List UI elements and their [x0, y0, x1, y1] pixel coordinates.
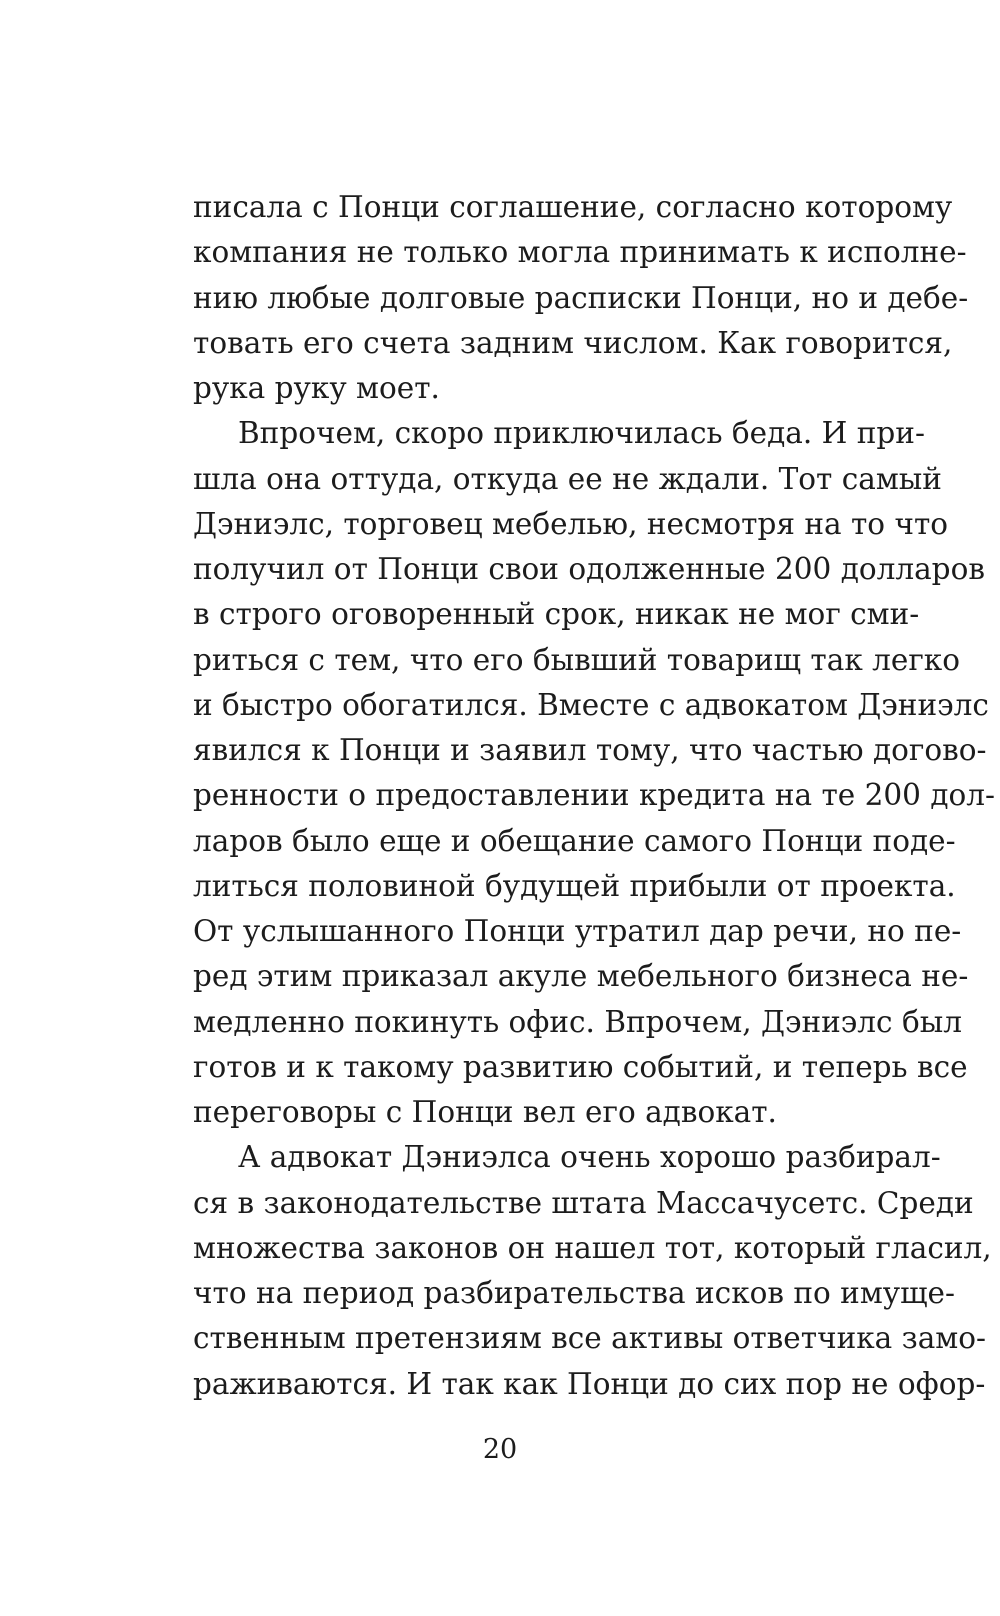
text-line: А адвокат Дэниэлса очень хорошо разбирал- — [238, 1140, 941, 1175]
text-line: множества законов он нашел тот, который гласил, — [193, 1230, 992, 1265]
text-line: переговоры с Понци вел его адвокат. — [193, 1095, 777, 1129]
page-number: 20 — [482, 1434, 518, 1465]
text-line: получил от Понци свои одолженные 200 долларов — [193, 552, 985, 586]
text-line: компания не только могла принимать к исполне- — [193, 235, 967, 270]
text-line: писала с Понци соглашение, согласно которому — [193, 190, 953, 224]
text-line: нию любые долговые расписки Понци, но и дебе- — [193, 280, 969, 315]
body-text — [193, 185, 995, 1407]
text-line: ларов было еще и обещание самого Понци поде- — [193, 823, 956, 858]
text-line: шла она оттуда, откуда ее не ждали. Тот самый — [193, 461, 942, 496]
text-line: и быстро обогатился. Вместе с адвокатом Дэниэлс — [193, 687, 989, 722]
text-line: раживаются. И так как Понци до сих пор не офор- — [193, 1366, 986, 1401]
text-line: ред этим приказал акуле мебельного бизнеса не- — [193, 959, 969, 994]
paragraph — [193, 185, 969, 411]
text-line: литься половиной будущей прибыли от проекта. — [193, 868, 956, 903]
text-line: в строго оговоренный срок, никак не мог сми- — [193, 597, 920, 632]
text-line: Дэниэлс, торговец мебелью, несмотря на то что — [193, 506, 949, 541]
text-line: Впрочем, скоро приключилась беда. И при- — [238, 416, 925, 451]
text-line: ренности о предоставлении кредита на те 200 дол- — [193, 778, 995, 813]
text-line: От услышанного Понци утратил дар речи, но пе- — [193, 914, 962, 948]
text-line: рука руку моет. — [193, 371, 440, 405]
text-line: ственным претензиям все активы ответчика замо- — [193, 1321, 986, 1356]
text-line: медленно покинуть офис. Впрочем, Дэниэлс был — [193, 1004, 962, 1039]
text-line: риться с тем, что его бывший товарищ так легко — [193, 642, 960, 677]
text-line: что на период разбирательства исков по имуще- — [193, 1276, 955, 1310]
text-line: товать его счета задним числом. Как говорится, — [193, 325, 953, 360]
text-line: готов и к такому развитию событий, и теперь все — [193, 1049, 968, 1084]
text-line: ся в законодательстве штата Массачусетс. Среди — [193, 1185, 974, 1220]
text-line: явился к Понци и заявил тому, что частью догово- — [193, 733, 987, 767]
paragraph — [193, 1135, 992, 1407]
paragraph — [193, 411, 995, 1135]
